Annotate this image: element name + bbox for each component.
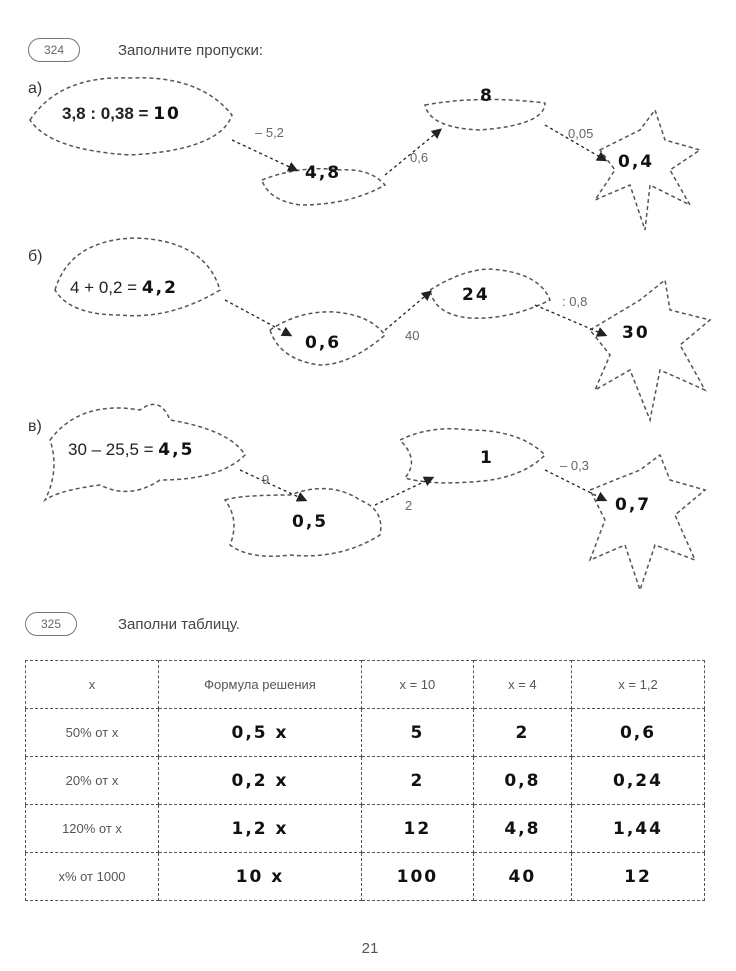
value-cell: 0,6 — [572, 709, 705, 757]
answer-c-1: 0,5 — [292, 512, 329, 532]
value-cell: 1,44 — [572, 805, 705, 853]
value-cell: 12 — [572, 853, 705, 901]
answer-b-2: 24 — [462, 285, 490, 305]
value-cell: 0,8 — [473, 757, 571, 805]
operation-c-2: 2 — [405, 498, 413, 513]
part-label-c: в) — [28, 418, 42, 435]
header-cell-x10: x = 10 — [362, 661, 474, 709]
answer-c-3: 0,7 — [615, 495, 652, 515]
operation-c-3: – 0,3 — [560, 458, 589, 473]
starfish-outline-b — [590, 280, 710, 420]
operation-a-2: 0,6 — [410, 150, 429, 165]
table-row — [26, 805, 705, 853]
row-label: 20% от x — [26, 757, 159, 805]
row-label: 50% от x — [26, 709, 159, 757]
answer-c-start: 4,5 — [158, 440, 195, 460]
row-label: x% от 1000 — [26, 853, 159, 901]
expression-a — [62, 104, 181, 124]
part-label-a: а) — [28, 80, 43, 97]
expression-c-text: 30 – 25,5 = — [68, 440, 159, 459]
expression-b — [70, 278, 178, 298]
table-row — [26, 757, 705, 805]
answer-b-start: 4,2 — [141, 278, 178, 298]
table-header-row — [26, 661, 705, 709]
formula-cell: 10 x — [159, 853, 362, 901]
task-number-badge: 324 — [28, 38, 80, 62]
header-cell-x4: x = 4 — [473, 661, 571, 709]
answer-b-1: 0,6 — [305, 333, 342, 353]
table-row — [26, 853, 705, 901]
operation-a-1: – 5,2 — [255, 125, 284, 140]
operation-c-1: 9 — [262, 472, 270, 487]
expression-b-text: 4 + 0,2 = — [70, 278, 142, 297]
value-cell: 0,24 — [572, 757, 705, 805]
row-label: 120% от x — [26, 805, 159, 853]
header-cell-x1-2: x = 1,2 — [572, 661, 705, 709]
fish-outline-3 — [400, 429, 545, 483]
answer-a-3: 0,4 — [618, 152, 655, 172]
shell-outline-3 — [430, 269, 550, 318]
value-cell: 12 — [362, 805, 474, 853]
task-number-badge-2: 325 — [25, 612, 77, 636]
header-cell-formula: Формула решения — [159, 661, 362, 709]
answer-a-1: 4,8 — [305, 163, 342, 183]
value-cell: 40 — [473, 853, 571, 901]
header-cell-x: x — [26, 661, 159, 709]
shell-outline-1 — [55, 238, 220, 316]
starfish-outline-c — [590, 455, 705, 590]
formula-cell: 0,5 x — [159, 709, 362, 757]
expression-a-text: 3,8 : 0,38 = — [62, 104, 154, 123]
table-row — [26, 709, 705, 757]
answer-a-2: 8 — [480, 86, 494, 106]
answer-c-2: 1 — [480, 448, 494, 468]
table-task-heading: Заполни таблицу. — [118, 616, 240, 633]
task-heading: Заполните пропуски: — [118, 42, 264, 59]
value-cell: 100 — [362, 853, 474, 901]
page-number: 21 — [361, 940, 379, 957]
operation-b-3: : 0,8 — [562, 294, 588, 309]
value-cell: 2 — [362, 757, 474, 805]
part-label-b: б) — [28, 248, 43, 265]
percent-table — [25, 660, 705, 901]
formula-cell: 1,2 x — [159, 805, 362, 853]
answer-b-3: 30 — [622, 323, 650, 343]
answer-a-start: 10 — [153, 104, 181, 124]
value-cell: 4,8 — [473, 805, 571, 853]
operation-a-3: 0,05 — [568, 126, 594, 141]
operation-b-2: 40 — [405, 328, 420, 343]
value-cell: 2 — [473, 709, 571, 757]
value-cell: 5 — [362, 709, 474, 757]
expression-c — [68, 440, 194, 460]
formula-cell: 0,2 x — [159, 757, 362, 805]
